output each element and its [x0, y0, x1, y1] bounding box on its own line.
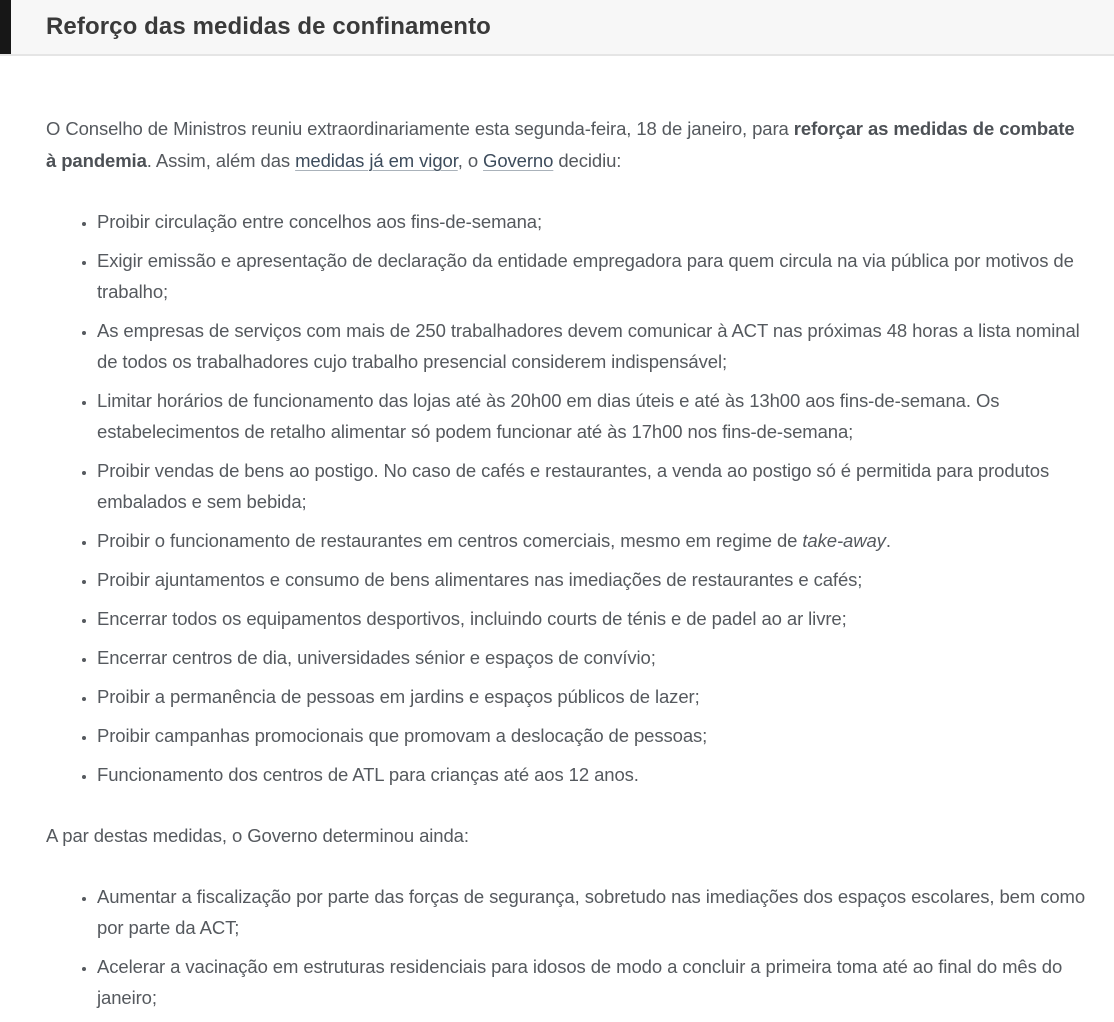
text-segment: Encerrar centros de dia, universidades sénior e espaços de convívio; — [97, 647, 656, 668]
list-item — [97, 951, 1088, 1013]
text-segment: Proibir campanhas promocionais que promovam a deslocação de pessoas; — [97, 725, 708, 746]
text-segment: Limitar horários de funcionamento das lojas até às 20h00 em dias úteis e até às 13h00 aos fins-de-semana. Os estabelecimentos de retalho alimentar só podem funcionar até às 17h00 nos fins-de-semana; — [97, 390, 1000, 442]
article-content — [0, 113, 1114, 1013]
additional-measures-list — [46, 881, 1088, 1013]
article-header — [0, 0, 1114, 56]
text-segment: Encerrar todos os equipamentos desportivos, incluindo courts de ténis e de padel ao ar livre; — [97, 608, 847, 629]
text-segment: take-away — [802, 530, 886, 551]
list-item — [97, 385, 1088, 447]
text-segment: reforçar as medidas de combate à pandemia — [46, 118, 1075, 171]
list-item — [97, 759, 1088, 790]
text-segment: Proibir ajuntamentos e consumo de bens alimentares nas imediações de restaurantes e cafés; — [97, 569, 863, 590]
list-item — [97, 720, 1088, 751]
intro-paragraph — [46, 113, 1088, 177]
list-item — [97, 642, 1088, 673]
link-governo[interactable]: Governo — [483, 150, 554, 171]
measures-list — [46, 206, 1088, 790]
text-segment: O Conselho de Ministros reuniu extraordinariamente esta segunda-feira, 18 de janeiro, para — [46, 118, 794, 139]
list-item — [97, 315, 1088, 377]
text-segment: , o — [457, 150, 484, 171]
list-item — [97, 525, 1088, 556]
text-segment: Exigir emissão e apresentação de declaração da entidade empregadora para quem circula na via pública por motivos de trabalho; — [97, 250, 1074, 302]
list-item — [97, 564, 1088, 595]
list-item — [97, 455, 1088, 517]
page-title: Reforço das medidas de confinamento — [46, 13, 491, 40]
header-accent-strip — [0, 0, 11, 54]
text-segment: decidiu: — [553, 150, 622, 171]
text-segment: As empresas de serviços com mais de 250 trabalhadores devem comunicar à ACT nas próximas 48 horas a lista nominal de todos os trabalhadores cujo trabalho presencial considerem indispensável; — [97, 320, 1080, 372]
text-segment: Proibir o funcionamento de restaurantes em centros comerciais, mesmo em regime de — [97, 530, 803, 551]
text-segment: Aumentar a fiscalização por parte das forças de segurança, sobretudo nas imediações dos espaços escolares, bem como por parte da ACT; — [97, 886, 1086, 938]
text-segment: . — [885, 530, 891, 551]
text-segment: Proibir vendas de bens ao postigo. No caso de cafés e restaurantes, a venda ao postigo só é permitida para produtos embalados e sem bebida; — [97, 460, 1050, 512]
list-item — [97, 206, 1088, 237]
list-item — [97, 881, 1088, 943]
second-intro-paragraph: A par destas medidas, o Governo determinou ainda: — [46, 825, 469, 846]
text-segment: Proibir circulação entre concelhos aos fins-de-semana; — [97, 211, 542, 232]
list-item — [97, 681, 1088, 712]
list-item — [97, 245, 1088, 307]
text-segment: . Assim, além das — [146, 150, 296, 171]
text-segment: Proibir a permanência de pessoas em jardins e espaços públicos de lazer; — [97, 686, 700, 707]
link-medidas-ja-em-vigor[interactable]: medidas já em vigor — [295, 150, 458, 171]
list-item — [97, 603, 1088, 634]
text-segment: Funcionamento dos centros de ATL para crianças até aos 12 anos. — [97, 764, 639, 785]
text-segment: Acelerar a vacinação em estruturas residenciais para idosos de modo a concluir a primeira toma até ao final do mês do janeiro; — [97, 956, 1063, 1008]
